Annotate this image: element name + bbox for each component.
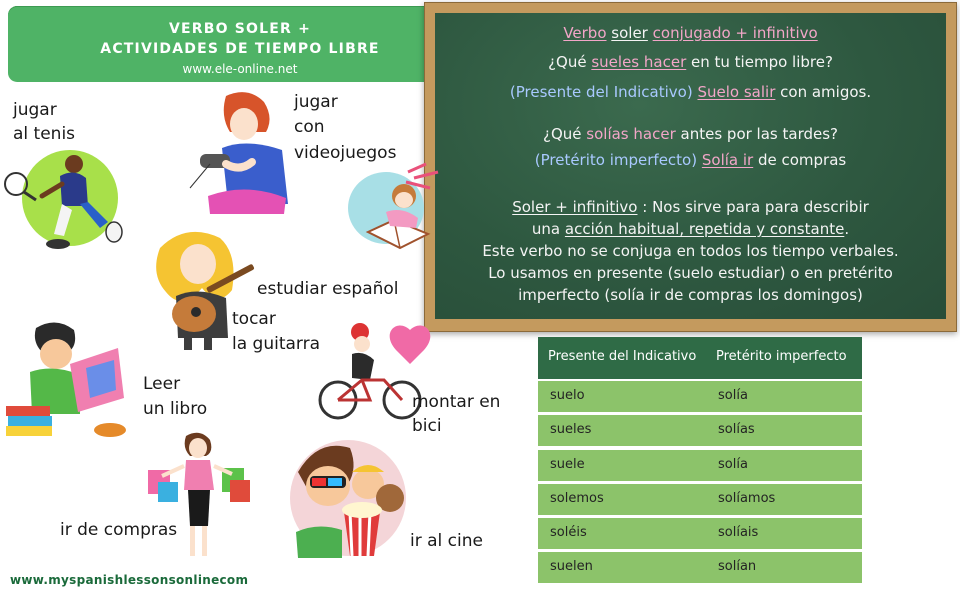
table-row (538, 484, 862, 515)
cell-presente: suelo (550, 388, 585, 403)
header-presente: Presente del Indicativo (548, 349, 697, 364)
q2-pre: ¿Qué (542, 125, 582, 143)
label-libro-2: un libro (143, 399, 208, 419)
heading-soler: soler (611, 24, 648, 42)
label-estudiar: estudiar español (257, 279, 399, 299)
q1-highlight: sueles hacer (591, 53, 687, 71)
q2-post: antes por las tardes? (680, 125, 839, 143)
videogame-girl-illustration (186, 88, 296, 216)
a2-tense: (Pretérito imperfecto) (534, 151, 698, 169)
a2-post: de compras (757, 151, 847, 169)
board-question-2 (435, 124, 946, 144)
label-video-1: jugar (294, 92, 338, 112)
a1-highlight: Suelo salir (697, 83, 776, 101)
heading-verbo: Verbo (563, 24, 607, 42)
board-definition-2 (435, 219, 946, 239)
table-row (538, 415, 862, 446)
footer-site-link[interactable]: www.myspanishlessonsonlinecom (10, 573, 249, 587)
board-line-3: Este verbo no se conjuga en todos los tiempo verbales. (482, 242, 899, 260)
banner-title-line2: ACTIVIDADES DE TIEMPO LIBRE (100, 41, 380, 57)
board-answer-2 (435, 150, 946, 170)
label-guitarra-2: la guitarra (232, 334, 321, 354)
definition-post: : Nos sirve para para describir (642, 198, 869, 216)
heading-conjugado: conjugado + infinitivo (652, 24, 818, 42)
chalkboard-slate (435, 13, 946, 319)
label-compras: ir de compras (60, 520, 178, 540)
cell-preterito: solía (718, 388, 748, 403)
board-line-5: imperfecto (solía ir de compras los domingos) (518, 286, 863, 304)
definition2-post: . (844, 220, 850, 238)
label-video-3: videojuegos (294, 143, 397, 163)
shopping-girl-illustration (144, 430, 254, 566)
a1-tense: (Presente del Indicativo) (509, 83, 693, 101)
q1-pre: ¿Qué (548, 53, 587, 71)
reading-boy-illustration (6, 318, 130, 440)
cinema-kids-illustration (288, 432, 414, 562)
a1-post: con amigos. (780, 83, 872, 101)
board-question-1 (435, 52, 946, 72)
table-row (538, 450, 862, 481)
definition-term: Soler + infinitivo (512, 198, 638, 216)
a2-highlight: Solía ir (701, 151, 754, 169)
tennis-player-illustration (2, 148, 130, 258)
cell-preterito: solía (718, 457, 748, 472)
cell-preterito: solías (718, 422, 755, 437)
table-row (538, 518, 862, 549)
label-video-2: con (294, 117, 325, 137)
definition2-highlight: acción habitual, repetida y constante (564, 220, 845, 238)
definition2-pre: una (531, 220, 561, 238)
chalkboard (424, 2, 957, 332)
label-bici-2: bici (412, 416, 442, 436)
cell-presente: soléis (550, 525, 587, 540)
label-tenis-2: al tenis (13, 124, 76, 144)
cell-preterito: solían (718, 559, 757, 574)
cell-presente: sueles (550, 422, 592, 437)
cell-preterito: solíamos (718, 491, 776, 506)
conjugation-table-header (538, 337, 862, 379)
board-heading (435, 23, 946, 43)
cell-presente: suele (550, 457, 585, 472)
cell-presente: solemos (550, 491, 604, 506)
q1-post: en tu tiempo libre? (691, 53, 833, 71)
reading-girl-illustration (346, 162, 442, 258)
label-guitarra-1: tocar (232, 309, 276, 329)
cell-presente: suelen (550, 559, 593, 574)
board-definition-1 (435, 197, 946, 217)
table-row (538, 381, 862, 412)
board-line-4: Lo usamos en presente (suelo estudiar) o en pretérito (488, 264, 893, 282)
header-preterito: Pretérito imperfecto (716, 349, 847, 364)
label-bici-1: montar en (412, 392, 501, 412)
title-banner (8, 6, 472, 82)
banner-title-line1: VERBO SOLER + (168, 21, 312, 37)
label-cine: ir al cine (410, 531, 483, 551)
q2-highlight-2: hacer (633, 125, 676, 143)
table-row (538, 552, 862, 583)
label-tenis-1: jugar (13, 100, 57, 120)
board-answer-1 (435, 82, 946, 102)
banner-site-link[interactable]: www.ele-online.net (182, 62, 298, 76)
label-libro-1: Leer (143, 374, 181, 394)
q2-highlight-1: solías (586, 125, 629, 143)
cell-preterito: solíais (718, 525, 759, 540)
